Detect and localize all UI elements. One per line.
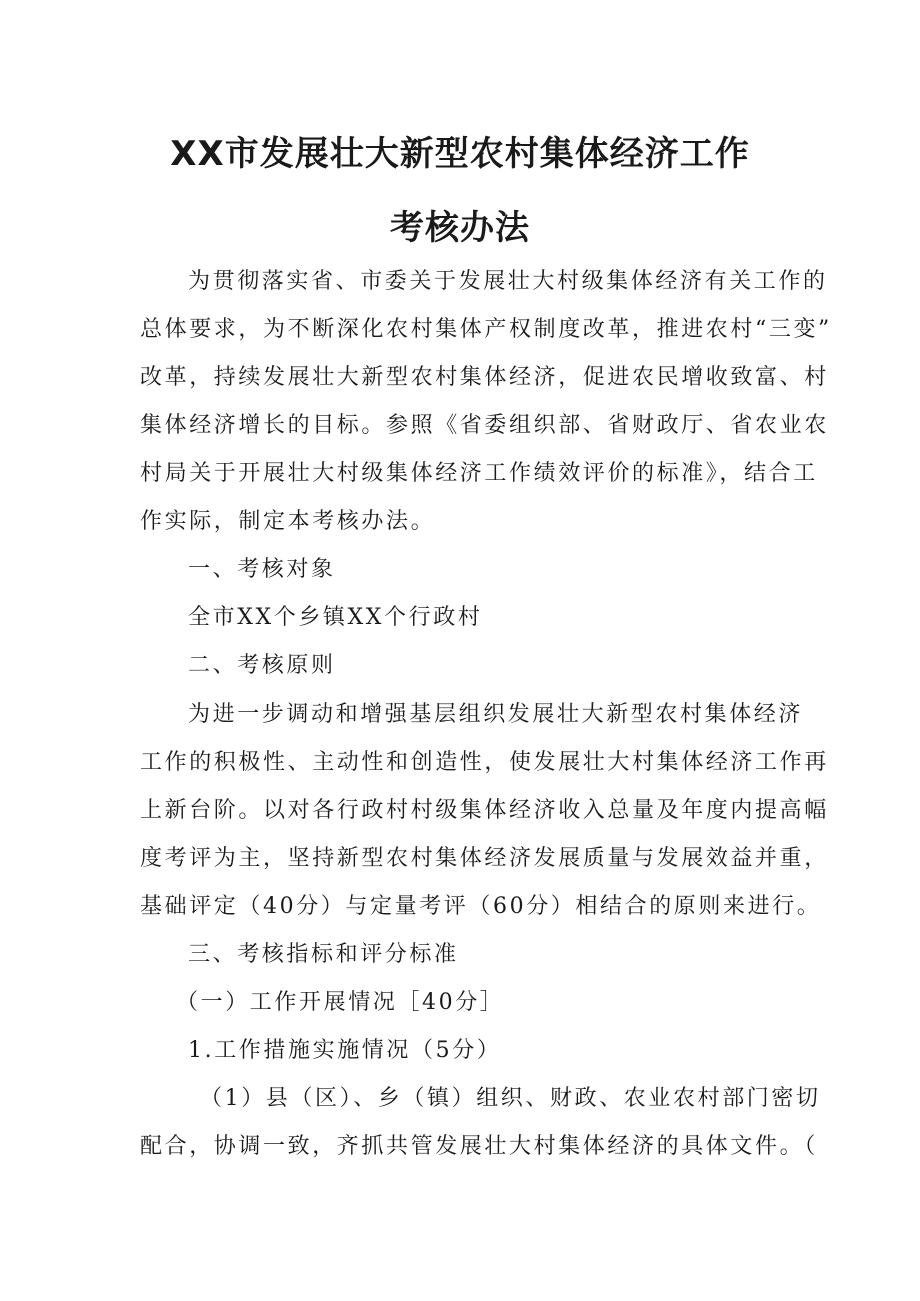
- body-text-line: 改革，持续发展壮大新型农村集体经济，促进农民增收致富、村: [140, 365, 829, 390]
- body-text-line: 为进一步调动和增强基层组织发展壮大新型农村集体经济: [188, 702, 804, 727]
- body-text-line: 总体要求，为不断深化农村集体产权制度改革，推进农村“三变”: [140, 317, 832, 342]
- document-title-line1: XX市发展壮大新型农村集体经济工作: [170, 134, 750, 174]
- item-heading: 1.工作措施实施情况（5分）: [188, 1038, 502, 1063]
- document-title-line2: 考核办法: [390, 208, 530, 248]
- section-heading: 一、考核对象: [188, 557, 336, 582]
- body-text-line: 基础评定（40分）与定量考评（60分）相结合的原则来进行。: [140, 894, 822, 919]
- body-text-line: 作实际，制定本考核办法。: [140, 509, 436, 534]
- body-text-line: 集体经济增长的目标。参照《省委组织部、省财政厅、省农业农: [140, 413, 829, 438]
- body-text-line: 为贯彻落实省、市委关于发展壮大村级集体经济有关工作的: [188, 269, 828, 294]
- body-text-line: 配合，协调一致，齐抓共管发展壮大村集体经济的具体文件。（: [140, 1134, 818, 1159]
- body-text-line: 村局关于开展壮大村级集体经济工作绩效评价的标准》，结合工: [140, 461, 818, 486]
- body-text-line: 工作的积极性、主动性和创造性，使发展壮大村集体经济工作再: [140, 750, 829, 775]
- section-heading: 二、考核原则: [188, 653, 336, 678]
- section-heading: 三、考核指标和评分标准: [188, 942, 459, 967]
- body-text-line: （1）县（区）、乡（镇）组织、财政、农业农村部门密切: [200, 1086, 821, 1111]
- body-text-line: 全市XX个乡镇XX个行政村: [188, 605, 483, 630]
- body-text-line: 上新台阶。以对各行政村村级集体经济收入总量及年度内提高幅: [140, 798, 829, 823]
- subsection-heading: （一）工作开展情况［40分］: [176, 990, 505, 1015]
- body-text-line: 度考评为主，坚持新型农村集体经济发展质量与发展效益并重，: [140, 846, 829, 871]
